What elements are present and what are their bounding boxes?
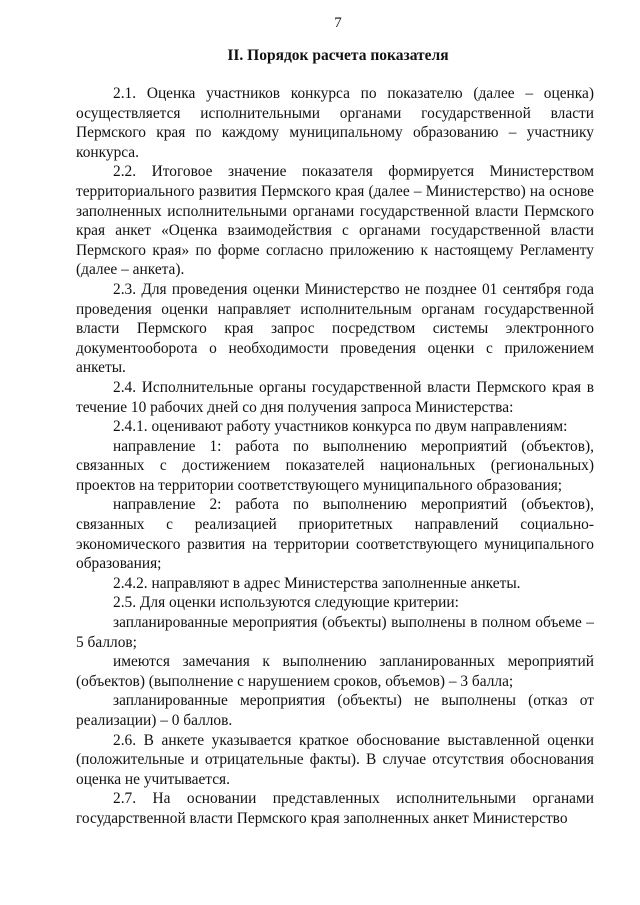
paragraph-direction-2: направление 2: работа по выполнению мероприятий (объектов), связанных с реализацией приоритетных направлений социально-экономического развития на территории соответствующего муниципального образования; xyxy=(76,496,594,573)
page-number: 7 xyxy=(334,15,342,31)
paragraph-2-5: 2.5. Для оценки используются следующие критерии: xyxy=(113,594,459,612)
paragraph-2-3: 2.3. Для проведения оценки Министерство не позднее 01 сентября года проведения оценки направляет исполнительным органам государственной власти Пермского края запрос посредством системы электронного документооборота о необходимости проведения оценки с приложением анкеты. xyxy=(76,280,594,377)
paragraph-2-2: 2.2. Итоговое значение показателя формируется Министерством территориального развития Пермского края (далее – Министерство) на основе заполненных исполнительными органами государственной власти Пермского края анкет «Оценка взаимодействия с органами государственной власти Пермского края» по форме согласно приложению к настоящему Регламенту (далее – анкета). xyxy=(76,163,594,279)
paragraph-2-1: 2.1. Оценка участников конкурса по показателю (далее – оценка) осуществляется исполнительными органами государственной власти Пермского края по каждому муниципальному образованию – участнику конкурса. xyxy=(76,85,594,161)
paragraph-2-6: 2.6. В анкете указывается краткое обоснование выставленной оценки (положительные и отрицательные факты). В случае отсутствия обоснования оценка не учитывается. xyxy=(76,731,594,788)
section-title: II. Порядок расчета показателя xyxy=(227,47,449,64)
paragraph-criterion-3: имеются замечания к выполнению запланированных мероприятий (объектов) (выполнение с нарушением сроков, объемов) – 3 балла; xyxy=(76,653,594,690)
paragraph-criterion-5: запланированные мероприятия (объекты) выполнены в полном объеме – 5 баллов; xyxy=(76,614,594,651)
paragraph-criterion-0: запланированные мероприятия (объекты) не выполнены (отказ от реализации) – 0 баллов. xyxy=(76,692,594,729)
paragraph-2-4-1: 2.4.1. оценивают работу участников конкурса по двум направлениям: xyxy=(113,418,568,436)
body-text xyxy=(76,84,594,829)
paragraph-2-4-2: 2.4.2. направляют в адрес Министерства заполненные анкеты. xyxy=(113,574,521,592)
paragraph-2-4: 2.4. Исполнительные органы государственной власти Пермского края в течение 10 рабочих дней со дня получения запроса Министерства: xyxy=(76,378,594,416)
paragraph-2-7: 2.7. На основании представленных исполнительными органами государственной власти Пермского края заполненных анкет Министерство xyxy=(76,790,594,827)
paragraph-direction-1: направление 1: работа по выполнению мероприятий (объектов), связанных с достижением показателей национальных (региональных) проектов на территории соответствующего муниципального образования; xyxy=(76,437,594,494)
